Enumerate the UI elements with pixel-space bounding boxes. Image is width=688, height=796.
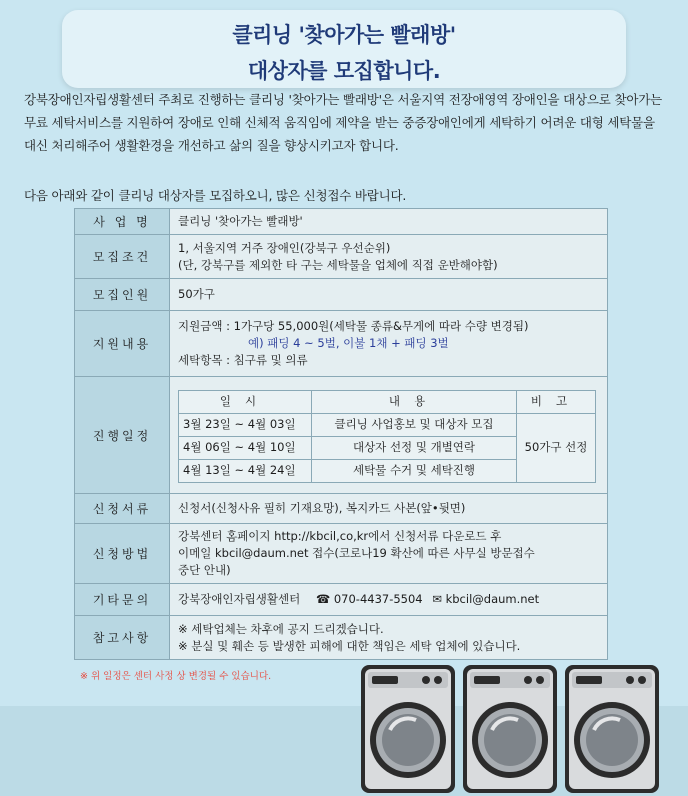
- notes-label: 참고사항: [75, 616, 170, 660]
- washing-machine-icon: [462, 664, 558, 794]
- inquiry-phone: 070-4437-5504: [333, 592, 423, 606]
- method-value: [170, 524, 608, 584]
- schedule-header-date: 일시: [179, 390, 312, 413]
- business-value: 클리닝 '찾아가는 빨래방': [170, 209, 608, 235]
- footnote: ※ 위 일정은 센터 사정 상 변경될 수 있습니다.: [80, 671, 272, 682]
- conditions-label: 모집조건: [75, 235, 170, 279]
- intro-text: 강북장애인자립생활센터 주최로 진행하는 클리닝 '찾아가는 빨래방'은 서울지역 전장애영역 장애인을 대상으로 찾아가는 무료 세탁서비스를 지원하여 장애로 인해 신체적 움직임에 제약을 받는 중증장애인에게 세탁하기 어려운 대형 세탁물을 대신 처리해주어 생활환경을 개선하고 삶의 질을 향상시키고자 합니다.: [24, 92, 662, 153]
- schedule-row-content: 대상자 선정 및 개별연락: [312, 436, 517, 459]
- schedule-row-date: 4월 13일 ~ 4월 24일: [179, 459, 312, 482]
- schedule-row-date: 4월 06일 ~ 4월 10일: [179, 436, 312, 459]
- inquiry-label: 기타문의: [75, 584, 170, 616]
- inquiry-email: kbcil@daum.net: [445, 592, 540, 606]
- schedule-header-content: 내용: [312, 390, 517, 413]
- schedule-cell: [170, 377, 608, 494]
- mail-icon: ✉: [432, 592, 442, 606]
- schedule-row-content: 클리닝 사업홍보 및 대상자 모집: [312, 413, 517, 436]
- conditions-value: [170, 235, 608, 279]
- notes-value: [170, 616, 608, 660]
- support-example: 예) 패딩 4 ~ 5벌, 이불 1채 + 패딩 3벌: [248, 336, 449, 350]
- headcount-label: 모집인원: [75, 279, 170, 311]
- support-label: 지원내용: [75, 311, 170, 377]
- support-value: [170, 311, 608, 377]
- support-amount: 지원금액 : 1가구당 55,000원(세탁물 종류&무게에 따라 수량 변경됨): [178, 319, 529, 333]
- method-line1: 강북센터 홈페이지 http://kbcil,co,kr에서 신청서류 다운로드 후: [178, 529, 502, 543]
- notes-line1: ※ 세탁업체는 차후에 공지 드리겠습니다.: [178, 621, 384, 636]
- schedule-row-content: 세탁물 수거 및 세탁진행: [312, 459, 517, 482]
- schedule-table: [178, 390, 596, 483]
- schedule-header-note: 비고: [517, 390, 596, 413]
- title-box: [62, 10, 626, 88]
- support-items: 세탁항목 : 침구류 및 의류: [178, 353, 308, 367]
- inquiry-value: [170, 584, 608, 616]
- washing-machine-icon: [360, 664, 456, 794]
- conditions-line2: (단, 강북구를 제외한 타 구는 세탁물을 업체에 직접 운반해야함): [178, 257, 498, 272]
- method-line3: 중단 안내): [178, 563, 231, 577]
- phone-icon: ☎: [315, 592, 331, 606]
- method-line2: 이메일 kbcil@daum.net 접수(코로나19 확산에 따른 사무실 방문접수: [178, 546, 535, 560]
- page-title: 클리닝 '찾아가는 빨래방': [232, 23, 456, 47]
- notes-line2: ※ 분실 및 훼손 등 발생한 피해에 대한 책임은 세탁 업체에 있습니다.: [178, 638, 521, 653]
- washing-machine-icon: [564, 664, 660, 794]
- documents-value: 신청서(신청사유 필히 기재요망), 복지카드 사본(앞•뒷면): [170, 494, 608, 524]
- business-label: 사 업 명: [75, 209, 170, 235]
- conditions-line1: 1, 서울지역 거주 장애인(강북구 우선순위): [178, 240, 391, 255]
- inquiry-org: 강북장애인자립생활센터: [178, 592, 301, 606]
- info-table: [74, 208, 608, 660]
- headcount-value: 50가구: [170, 279, 608, 311]
- schedule-row-date: 3월 23일 ~ 4월 03일: [179, 413, 312, 436]
- schedule-note: 50가구 선정: [517, 413, 596, 482]
- lead-text: 다음 아래와 같이 클리닝 대상자를 모집하오니, 많은 신청접수 바랍니다.: [24, 188, 407, 203]
- method-label: 신청방법: [75, 524, 170, 584]
- schedule-label: 진행일정: [75, 377, 170, 494]
- page-subtitle: 대상자를 모집합니다.: [247, 59, 441, 83]
- documents-label: 신청서류: [75, 494, 170, 524]
